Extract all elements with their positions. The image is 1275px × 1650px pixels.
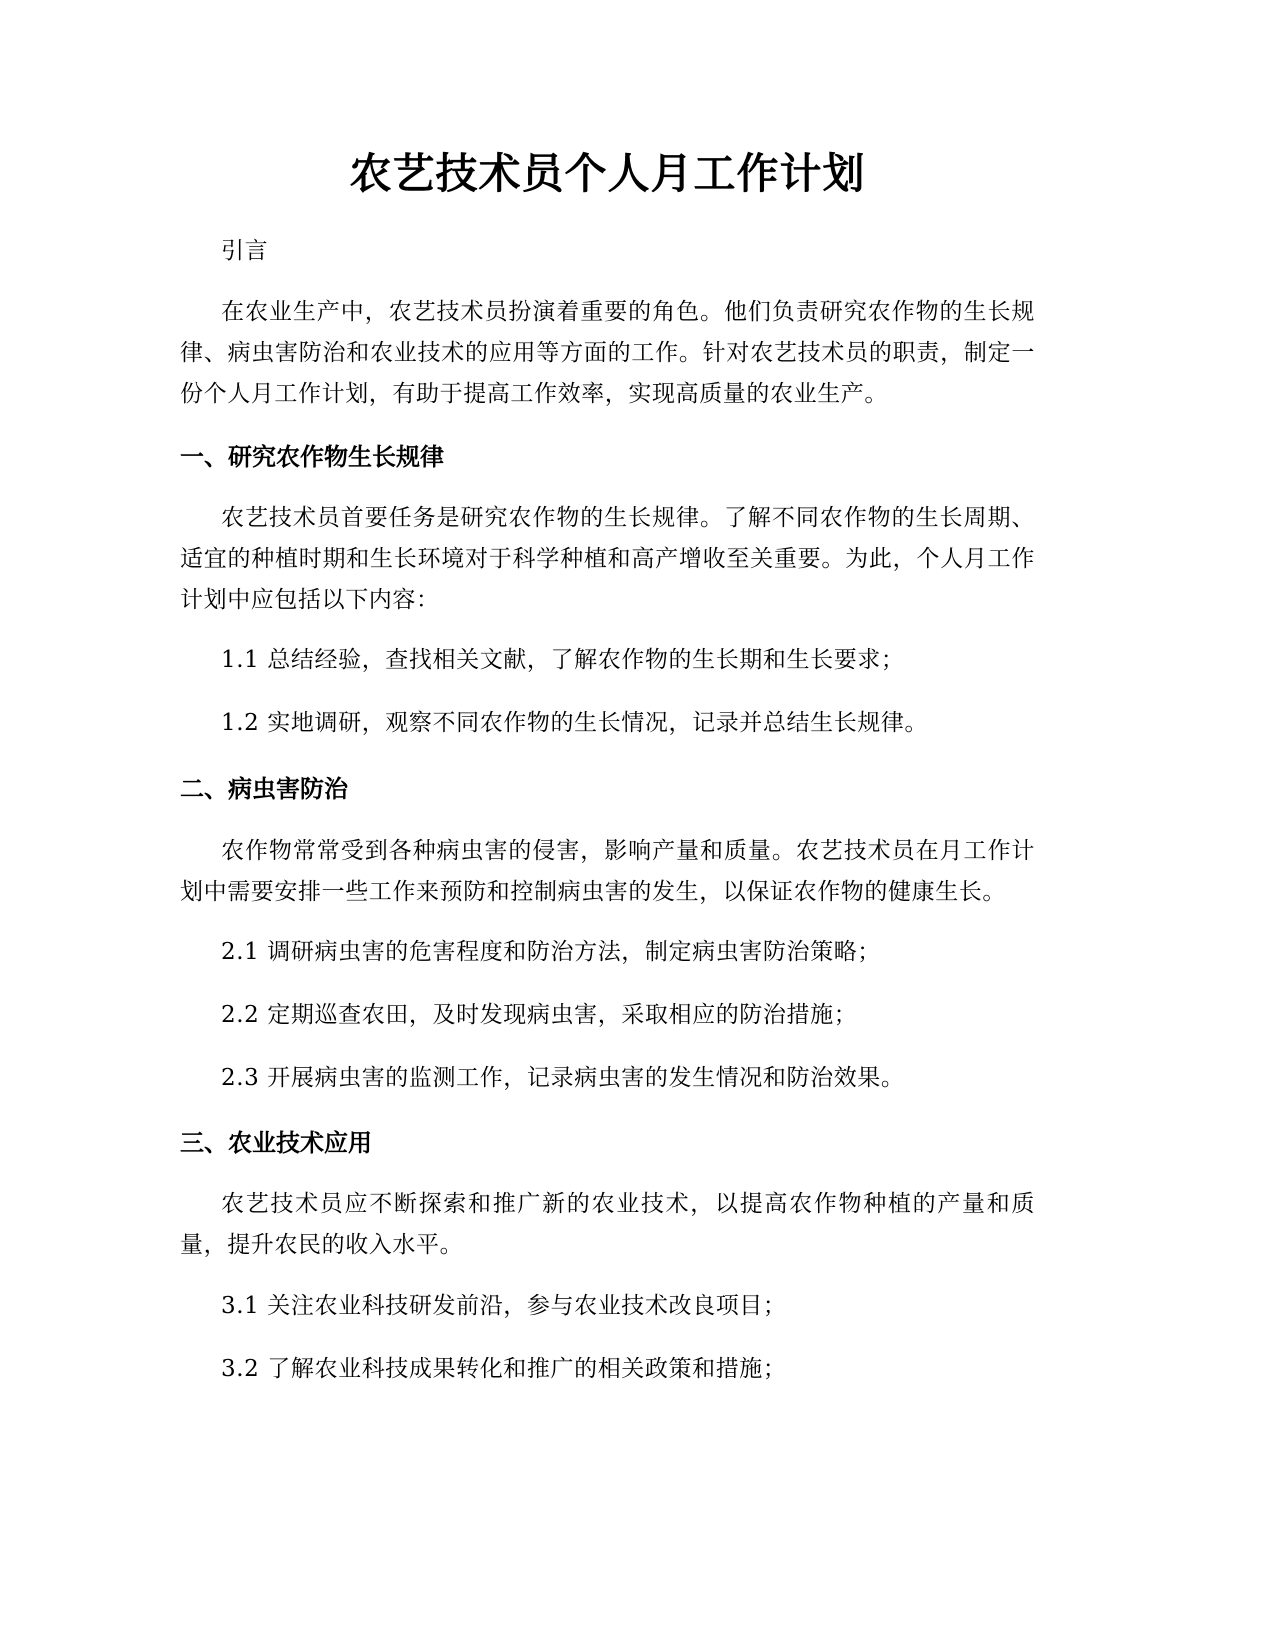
section-1-item-1: 1.1 总结经验，查找相关文献，了解农作物的生长期和生长要求； — [221, 647, 905, 673]
section-3-heading: 三、农业技术应用 — [180, 1129, 372, 1157]
section-3-paragraph: 农艺技术员应不断探索和推广新的农业技术，以提高农作物种植的产量和质量，提升农民的收入水平。 — [180, 1191, 1035, 1258]
section-2-item-2: 2.2 定期巡查农田，及时发现病虫害，采取相应的防治措施； — [221, 1002, 858, 1028]
section-2-heading: 二、病虫害防治 — [180, 775, 348, 803]
section-1-paragraph: 农艺技术员首要任务是研究农作物的生长规律。了解不同农作物的生长周期、适宜的种植时期和生长环境对于科学种植和高产增收至关重要。为此，个人月工作计划中应包括以下内容： — [180, 505, 1035, 613]
intro-paragraph: 在农业生产中，农艺技术员扮演着重要的角色。他们负责研究农作物的生长规律、病虫害防治和农业技术的应用等方面的工作。针对农艺技术员的职责，制定一份个人月工作计划，有助于提高工作效率，实现高质量的农业生产。 — [180, 299, 1035, 407]
section-3-item-1: 3.1 关注农业科技研发前沿，参与农业技术改良项目； — [221, 1293, 787, 1319]
document-title: 农艺技术员个人月工作计划 — [349, 149, 866, 198]
section-1-heading: 一、研究农作物生长规律 — [180, 443, 444, 471]
section-2-item-1: 2.1 调研病虫害的危害程度和防治方法，制定病虫害防治策略； — [221, 939, 881, 965]
section-2-item-3: 2.3 开展病虫害的监测工作，记录病虫害的发生情况和防治效果。 — [221, 1065, 905, 1091]
intro-label: 引言 — [221, 238, 269, 264]
section-1-item-2: 1.2 实地调研，观察不同农作物的生长情况，记录并总结生长规律。 — [221, 710, 929, 736]
document-page — [180, 0, 1035, 1650]
section-2-paragraph: 农作物常常受到各种病虫害的侵害，影响产量和质量。农艺技术员在月工作计划中需要安排一些工作来预防和控制病虫害的发生，以保证农作物的健康生长。 — [180, 838, 1035, 905]
section-3-item-2: 3.2 了解农业科技成果转化和推广的相关政策和措施； — [221, 1356, 787, 1382]
